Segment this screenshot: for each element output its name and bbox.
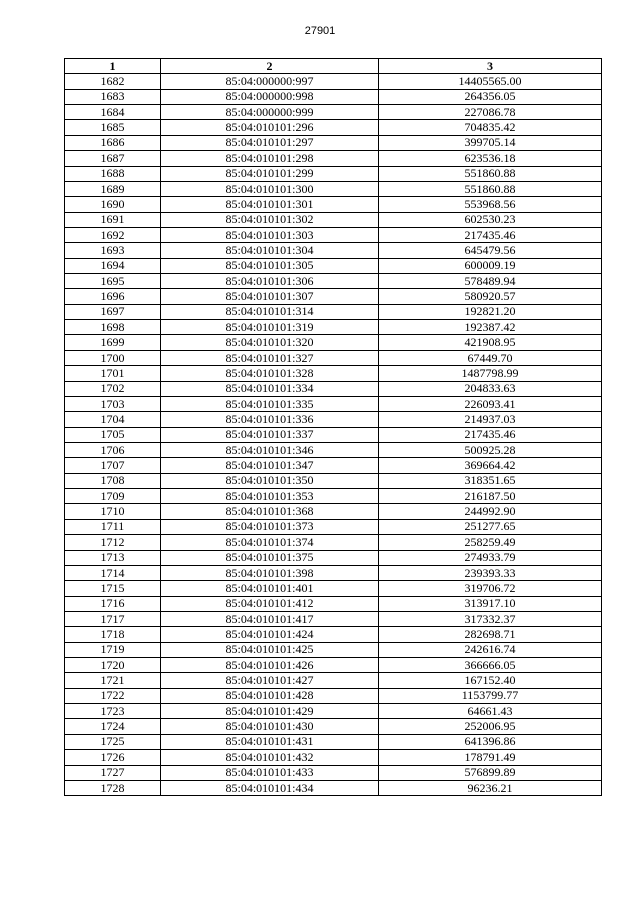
table-row	[65, 135, 602, 150]
row-number-cell: 1712	[65, 535, 161, 550]
cadastral-number-cell: 85:04:010101:337	[161, 427, 379, 442]
table-row	[65, 227, 602, 242]
row-number-cell: 1708	[65, 473, 161, 488]
cadastral-number-cell: 85:04:010101:305	[161, 258, 379, 273]
row-number-cell: 1700	[65, 350, 161, 365]
row-number-cell: 1692	[65, 227, 161, 242]
table-row	[65, 335, 602, 350]
row-number-cell: 1698	[65, 320, 161, 335]
table-row	[65, 596, 602, 611]
value-cell: 64661.43	[379, 704, 602, 719]
cadastral-number-cell: 85:04:010101:307	[161, 289, 379, 304]
cadastral-number-cell: 85:04:010101:429	[161, 704, 379, 719]
row-number-cell: 1725	[65, 734, 161, 749]
cadastral-number-cell: 85:04:010101:303	[161, 227, 379, 242]
table-row	[65, 765, 602, 780]
value-cell: 317332.37	[379, 611, 602, 626]
table-header	[65, 59, 602, 74]
row-number-cell: 1710	[65, 504, 161, 519]
value-cell: 264356.05	[379, 89, 602, 104]
cadastral-number-cell: 85:04:010101:374	[161, 535, 379, 550]
cadastral-number-cell: 85:04:010101:425	[161, 642, 379, 657]
row-number-cell: 1706	[65, 442, 161, 457]
table-row	[65, 212, 602, 227]
value-cell: 217435.46	[379, 227, 602, 242]
table-row	[65, 642, 602, 657]
table-row	[65, 719, 602, 734]
table-row	[65, 274, 602, 289]
table-row	[65, 750, 602, 765]
row-number-cell: 1707	[65, 458, 161, 473]
cadastral-number-cell: 85:04:010101:427	[161, 673, 379, 688]
cadastral-number-cell: 85:04:010101:301	[161, 197, 379, 212]
row-number-cell: 1685	[65, 120, 161, 135]
row-number-cell: 1713	[65, 550, 161, 565]
cadastral-number-cell: 85:04:010101:401	[161, 581, 379, 596]
value-cell: 1487798.99	[379, 366, 602, 381]
value-cell: 258259.49	[379, 535, 602, 550]
cadastral-number-cell: 85:04:010101:431	[161, 734, 379, 749]
value-cell: 214937.03	[379, 412, 602, 427]
table-row	[65, 489, 602, 504]
value-cell: 274933.79	[379, 550, 602, 565]
row-number-cell: 1689	[65, 181, 161, 196]
row-number-cell: 1699	[65, 335, 161, 350]
row-number-cell: 1705	[65, 427, 161, 442]
table-row	[65, 519, 602, 534]
column-header-1: 1	[65, 59, 161, 74]
row-number-cell: 1703	[65, 396, 161, 411]
table-row	[65, 381, 602, 396]
row-number-cell: 1715	[65, 581, 161, 596]
value-cell: 553968.56	[379, 197, 602, 212]
cadastral-number-cell: 85:04:010101:335	[161, 396, 379, 411]
table-row	[65, 181, 602, 196]
value-cell: 178791.49	[379, 750, 602, 765]
row-number-cell: 1684	[65, 105, 161, 120]
table-row	[65, 243, 602, 258]
row-number-cell: 1724	[65, 719, 161, 734]
row-number-cell: 1693	[65, 243, 161, 258]
cadastral-number-cell: 85:04:010101:430	[161, 719, 379, 734]
cadastral-number-cell: 85:04:010101:434	[161, 780, 379, 795]
cadastral-number-cell: 85:04:010101:298	[161, 151, 379, 166]
cadastral-number-cell: 85:04:010101:375	[161, 550, 379, 565]
cadastral-number-cell: 85:04:010101:350	[161, 473, 379, 488]
column-header-3: 3	[379, 59, 602, 74]
row-number-cell: 1690	[65, 197, 161, 212]
cadastral-number-cell: 85:04:010101:328	[161, 366, 379, 381]
row-number-cell: 1718	[65, 627, 161, 642]
row-number-cell: 1719	[65, 642, 161, 657]
row-number-cell: 1728	[65, 780, 161, 795]
table-row	[65, 427, 602, 442]
cadastral-number-cell: 85:04:010101:346	[161, 442, 379, 457]
value-cell: 226093.41	[379, 396, 602, 411]
row-number-cell: 1701	[65, 366, 161, 381]
value-cell: 551860.88	[379, 181, 602, 196]
row-number-cell: 1720	[65, 658, 161, 673]
table-row	[65, 258, 602, 273]
table-row	[65, 166, 602, 181]
table-row	[65, 780, 602, 795]
row-number-cell: 1716	[65, 596, 161, 611]
value-cell: 167152.40	[379, 673, 602, 688]
table-row	[65, 105, 602, 120]
table-body	[65, 74, 602, 796]
value-cell: 578489.94	[379, 274, 602, 289]
row-number-cell: 1726	[65, 750, 161, 765]
row-number-cell: 1722	[65, 688, 161, 703]
value-cell: 704835.42	[379, 120, 602, 135]
table-row	[65, 350, 602, 365]
table-row	[65, 458, 602, 473]
cadastral-number-cell: 85:04:000000:998	[161, 89, 379, 104]
value-cell: 399705.14	[379, 135, 602, 150]
row-number-cell: 1683	[65, 89, 161, 104]
row-number-cell: 1687	[65, 151, 161, 166]
table-row	[65, 658, 602, 673]
cadastral-number-cell: 85:04:010101:432	[161, 750, 379, 765]
cadastral-number-cell: 85:04:000000:999	[161, 105, 379, 120]
value-cell: 500925.28	[379, 442, 602, 457]
value-cell: 551860.88	[379, 166, 602, 181]
value-cell: 244992.90	[379, 504, 602, 519]
cadastral-number-cell: 85:04:010101:327	[161, 350, 379, 365]
cadastral-number-cell: 85:04:010101:299	[161, 166, 379, 181]
row-number-cell: 1697	[65, 304, 161, 319]
value-cell: 239393.33	[379, 565, 602, 580]
cadastral-number-cell: 85:04:010101:336	[161, 412, 379, 427]
cadastral-number-cell: 85:04:010101:398	[161, 565, 379, 580]
row-number-cell: 1686	[65, 135, 161, 150]
cadastral-number-cell: 85:04:010101:433	[161, 765, 379, 780]
value-cell: 14405565.00	[379, 74, 602, 89]
table-row	[65, 74, 602, 89]
cadastral-number-cell: 85:04:000000:997	[161, 74, 379, 89]
row-number-cell: 1702	[65, 381, 161, 396]
value-cell: 313917.10	[379, 596, 602, 611]
cadastral-number-cell: 85:04:010101:412	[161, 596, 379, 611]
cadastral-number-cell: 85:04:010101:304	[161, 243, 379, 258]
row-number-cell: 1704	[65, 412, 161, 427]
row-number-cell: 1721	[65, 673, 161, 688]
cadastral-number-cell: 85:04:010101:353	[161, 489, 379, 504]
value-cell: 580920.57	[379, 289, 602, 304]
row-number-cell: 1717	[65, 611, 161, 626]
table-row	[65, 688, 602, 703]
row-number-cell: 1695	[65, 274, 161, 289]
value-cell: 216187.50	[379, 489, 602, 504]
header-row	[65, 59, 602, 74]
row-number-cell: 1723	[65, 704, 161, 719]
cadastral-number-cell: 85:04:010101:320	[161, 335, 379, 350]
row-number-cell: 1709	[65, 489, 161, 504]
value-cell: 319706.72	[379, 581, 602, 596]
value-cell: 282698.71	[379, 627, 602, 642]
value-cell: 204833.63	[379, 381, 602, 396]
value-cell: 96236.21	[379, 780, 602, 795]
value-cell: 602530.23	[379, 212, 602, 227]
cadastral-number-cell: 85:04:010101:314	[161, 304, 379, 319]
table-row	[65, 412, 602, 427]
cadastral-number-cell: 85:04:010101:297	[161, 135, 379, 150]
cadastral-number-cell: 85:04:010101:368	[161, 504, 379, 519]
table-row	[65, 673, 602, 688]
cadastral-number-cell: 85:04:010101:306	[161, 274, 379, 289]
value-cell: 192387.42	[379, 320, 602, 335]
table-row	[65, 581, 602, 596]
table-row	[65, 320, 602, 335]
row-number-cell: 1696	[65, 289, 161, 304]
table-row	[65, 151, 602, 166]
value-cell: 600009.19	[379, 258, 602, 273]
cadastral-number-cell: 85:04:010101:426	[161, 658, 379, 673]
row-number-cell: 1714	[65, 565, 161, 580]
cadastral-number-cell: 85:04:010101:424	[161, 627, 379, 642]
table-row	[65, 734, 602, 749]
page-number: 27901	[304, 25, 336, 37]
value-cell: 366666.05	[379, 658, 602, 673]
table-row	[65, 120, 602, 135]
row-number-cell: 1688	[65, 166, 161, 181]
column-header-2: 2	[161, 59, 379, 74]
value-cell: 1153799.77	[379, 688, 602, 703]
table-row	[65, 535, 602, 550]
table-row	[65, 304, 602, 319]
cadastral-number-cell: 85:04:010101:373	[161, 519, 379, 534]
value-cell: 227086.78	[379, 105, 602, 120]
table-row	[65, 366, 602, 381]
table-row	[65, 704, 602, 719]
value-cell: 623536.18	[379, 151, 602, 166]
cadastral-number-cell: 85:04:010101:347	[161, 458, 379, 473]
cadastral-number-cell: 85:04:010101:302	[161, 212, 379, 227]
cadastral-number-cell: 85:04:010101:428	[161, 688, 379, 703]
table-row	[65, 504, 602, 519]
value-cell: 242616.74	[379, 642, 602, 657]
value-cell: 252006.95	[379, 719, 602, 734]
value-cell: 251277.65	[379, 519, 602, 534]
value-cell: 67449.70	[379, 350, 602, 365]
table-row	[65, 396, 602, 411]
value-cell: 576899.89	[379, 765, 602, 780]
table-row	[65, 442, 602, 457]
value-cell: 318351.65	[379, 473, 602, 488]
row-number-cell: 1727	[65, 765, 161, 780]
value-cell: 645479.56	[379, 243, 602, 258]
table-row	[65, 627, 602, 642]
cadastral-number-cell: 85:04:010101:300	[161, 181, 379, 196]
table-row	[65, 289, 602, 304]
table-row	[65, 473, 602, 488]
data-table	[64, 58, 602, 796]
value-cell: 192821.20	[379, 304, 602, 319]
row-number-cell: 1691	[65, 212, 161, 227]
row-number-cell: 1694	[65, 258, 161, 273]
cadastral-number-cell: 85:04:010101:319	[161, 320, 379, 335]
value-cell: 421908.95	[379, 335, 602, 350]
table-row	[65, 89, 602, 104]
row-number-cell: 1711	[65, 519, 161, 534]
table-row	[65, 550, 602, 565]
value-cell: 369664.42	[379, 458, 602, 473]
row-number-cell: 1682	[65, 74, 161, 89]
value-cell: 217435.46	[379, 427, 602, 442]
table-row	[65, 565, 602, 580]
table-row	[65, 197, 602, 212]
cadastral-number-cell: 85:04:010101:334	[161, 381, 379, 396]
cadastral-number-cell: 85:04:010101:417	[161, 611, 379, 626]
cadastral-number-cell: 85:04:010101:296	[161, 120, 379, 135]
table-row	[65, 611, 602, 626]
value-cell: 641396.86	[379, 734, 602, 749]
